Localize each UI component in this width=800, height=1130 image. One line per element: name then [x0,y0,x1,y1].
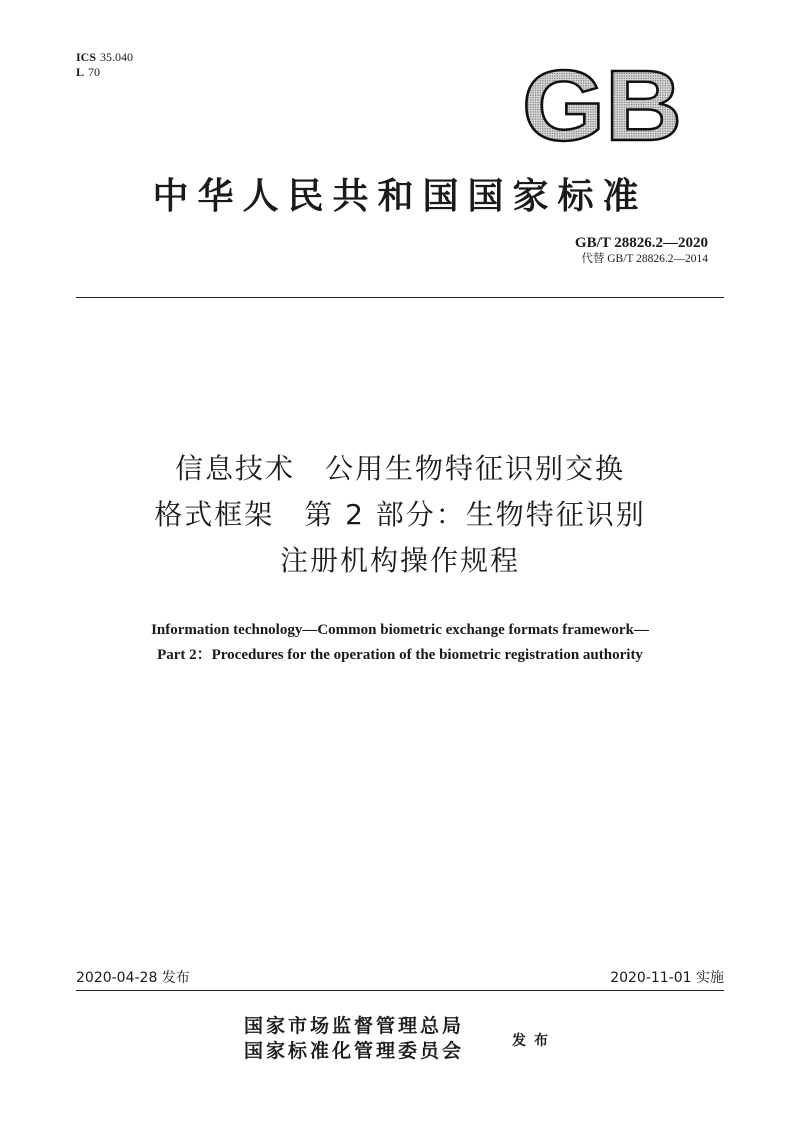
issuer-sac: 国家标准化管理委员会 [244,1040,465,1062]
issue-label: 发布 [512,1033,556,1049]
standard-number: GB/T 28826.2—2020 [574,235,708,251]
chinese-title [0,446,800,584]
english-title [0,618,800,668]
release-date: 2020-04-28 发布 [76,970,190,986]
standard-type: 中华人民共和国国家标准 [152,175,648,217]
english-title-line-1: Information technology—Common biometric exchange formats framework— [151,622,649,638]
english-title-line-2: Part 2：Procedures for the operation of the biometric registration authority [157,647,643,663]
ics-label: ICS [76,50,97,64]
ccs-label: L [76,65,85,79]
issuing-authorities [244,1014,464,1064]
implement-date: 2020-11-01 实施 [610,970,724,986]
standard-number-block [575,234,708,266]
gb-logo [520,58,685,148]
issuer-samr: 国家市场监督管理总局 [244,1015,465,1037]
classification-codes [76,50,133,80]
chinese-title-line-2: 格式框架 第 2 部分：生物特征识别 [154,498,646,531]
chinese-title-line-3: 注册机构操作规程 [279,544,520,577]
bottom-divider [76,990,724,991]
gb-logo-text: GB [522,58,682,148]
top-divider [76,297,724,298]
replaces-standard: 代替 GB/T 28826.2—2014 [581,253,708,265]
ccs-line [76,65,133,80]
ics-line [76,50,133,65]
chinese-title-line-1: 信息技术 公用生物特征识别交换 [174,452,625,485]
ics-code: 35.040 [100,50,134,64]
ccs-code: 70 [88,65,101,79]
